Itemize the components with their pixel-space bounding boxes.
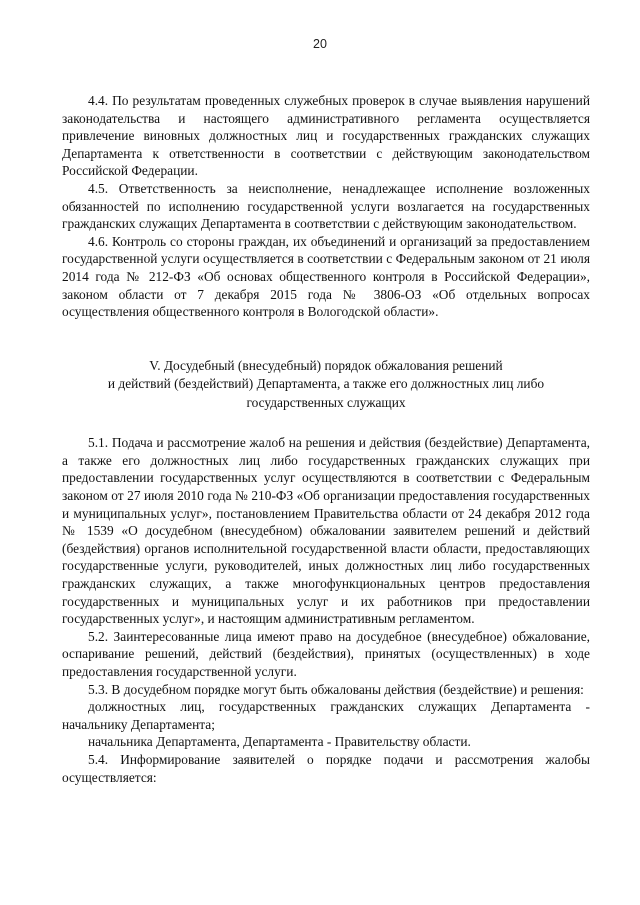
paragraph-5-3-item-2: начальника Департамента, Департамента - Правительству области. [88, 734, 471, 750]
paragraph-4-4: 4.4. По результатам проведенных служебных проверок в случае выявления нарушений законодательства и настоящего административного регламента осуществляется привлечение виновных должностных лиц и государственных гражданских служащих Департамента к ответственности в соответствии с действующим законодательством Российской Федерации. [62, 93, 590, 179]
section-5-heading-line-1: V. Досудебный (внесудебный) порядок обжалования решений [149, 357, 503, 373]
paragraph-4-6: 4.6. Контроль со стороны граждан, их объединений и организаций за предоставлением государственной услуги осуществляется в соответствии с Федеральным законом от 21 июля 2014 года № 212-ФЗ «Об основах общественного контроля в Российской Федерации», законом области от 7 декабря 2015 года № 3806-ОЗ «Об отдельных вопросах осуществления общественного контроля в Вологодской области». [62, 233, 590, 320]
page-number: 20 [313, 37, 327, 51]
section-5-heading-line-2: и действий (бездействий) Департамента, а также его должностных лиц либо [107, 376, 545, 392]
section-5-heading [62, 357, 590, 413]
document-body [62, 92, 590, 786]
paragraph-4-5: 4.5. Ответственность за неисполнение, ненадлежащее исполнение возложенных обязанностей по исполнению государственной услуги возлагается на государственных гражданских служащих Департамента в соответствии с действующим законодательством. [62, 180, 590, 232]
paragraph-5-4: 5.4. Информирование заявителей о порядке подачи и рассмотрения жалобы осуществляется: [62, 751, 590, 785]
section-5-heading-line-3: государственных служащих [246, 394, 406, 410]
paragraph-5-1: 5.1. Подача и рассмотрение жалоб на решения и действия (бездействие) Департамента, а также его должностных лиц либо государственных гражданских служащих при предоставлении государственных услуг осуществляются в соответствии с Федеральным законом от 27 июля 2010 года № 210-ФЗ «Об организации предоставления государственных и муниципальных услуг», постановлением Правительства области от 24 декабря 2012 года № 1539 «О досудебном (внесудебном) обжаловании заявителем решений и действий (бездействия) органов исполнительной государственной власти области, предоставляющих государственные услуги, руководителей, иных должностных лиц либо государственных гражданских служащих, а также многофункциональных центров предоставления государственных и муниципальных услуг и их работников при предоставлении государственных услуг», и настоящим административным регламентом. [62, 435, 590, 627]
paragraph-5-3: 5.3. В досудебном порядке могут быть обжалованы действия (бездействие) и решения: [88, 681, 584, 697]
paragraph-5-3-item-1: должностных лиц, государственных гражданских служащих Департамента - начальнику Департамента; [62, 699, 590, 732]
paragraph-5-2: 5.2. Заинтересованные лица имеют право на досудебное (внесудебное) обжалование, оспаривание решений, действий (бездействия), принятых (осуществленных) в ходе предоставления государственной услуги. [62, 628, 590, 679]
